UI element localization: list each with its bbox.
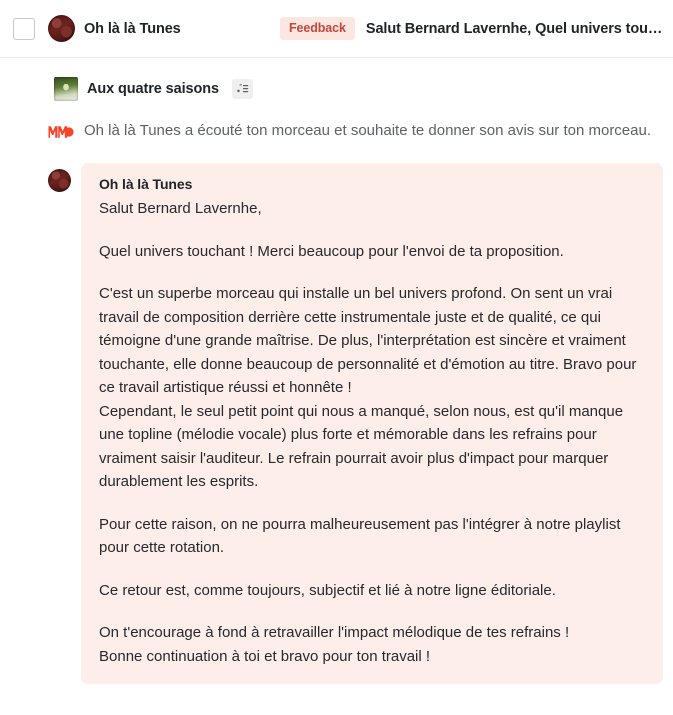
message-author-avatar-icon <box>48 169 71 192</box>
message-paragraph: Salut Bernard Lavernhe, <box>99 200 262 217</box>
feedback-message-card <box>81 163 663 684</box>
message-area <box>0 142 673 684</box>
message-body <box>99 197 645 668</box>
brand-logo-icon <box>48 122 74 142</box>
album-artwork-icon <box>54 77 78 101</box>
sender-block <box>48 15 280 42</box>
subject-block <box>280 17 665 40</box>
sender-avatar-icon <box>48 15 75 42</box>
conversation-subject[interactable]: Salut Bernard Lavernhe, Quel univers tou… <box>365 20 663 37</box>
message-author-name: Oh là là Tunes <box>99 176 193 192</box>
message-paragraph: Cependant, le seul petit point qui nous a manqué, selon nous, est qu'il manque une topline (mélodie vocale) plus forte et mémorable dans les refrains pour vraiment saisir l'auditeur. Le refrain pourrait avoir plus d'impact pour marquer durablement les esprits. <box>99 402 624 490</box>
conversation-header-row[interactable] <box>0 0 673 58</box>
notification-text: Oh là là Tunes a écouté ton morceau et souhaite te donner son avis sur ton morceau. <box>84 122 652 139</box>
message-paragraph: Bonne continuation à toi et bravo pour ton travail ! <box>99 647 431 665</box>
message-paragraph: Quel univers touchant ! Merci beaucoup pour l'envoi de ta proposition. <box>99 242 564 260</box>
track-title[interactable]: Aux quatre saisons <box>87 81 219 97</box>
select-conversation-checkbox[interactable] <box>13 18 35 40</box>
message-paragraph: On t'encourage à fond à retravailler l'impact mélodique de tes refrains ! <box>99 624 570 641</box>
notification-row <box>0 101 673 142</box>
message-paragraph: Pour cette raison, on ne pourra malheureusement pas l'intégrer à notre playlist pour cette rotation. <box>99 515 621 556</box>
feedback-badge[interactable]: Feedback <box>280 17 355 40</box>
message-paragraph: C'est un superbe morceau qui installe un bel univers profond. On sent un vrai travail de composition derrière cette instrumentale juste et de qualité, ce qui témoigne d'une grande maîtrise. De plus, l'interprétation est sincère et vraiment touchante, elle donne beaucoup de personnalité et d'émotion au titre. Bravo pour ce travail artistique réussi et honnête ! <box>99 285 637 396</box>
track-row <box>0 58 673 101</box>
select-checkbox-wrap <box>0 18 48 40</box>
message-paragraph: Ce retour est, comme toujours, subjectif et lié à notre ligne éditoriale. <box>99 581 556 599</box>
music-queue-icon[interactable] <box>232 79 253 99</box>
sender-name: Oh là là Tunes <box>84 20 181 37</box>
